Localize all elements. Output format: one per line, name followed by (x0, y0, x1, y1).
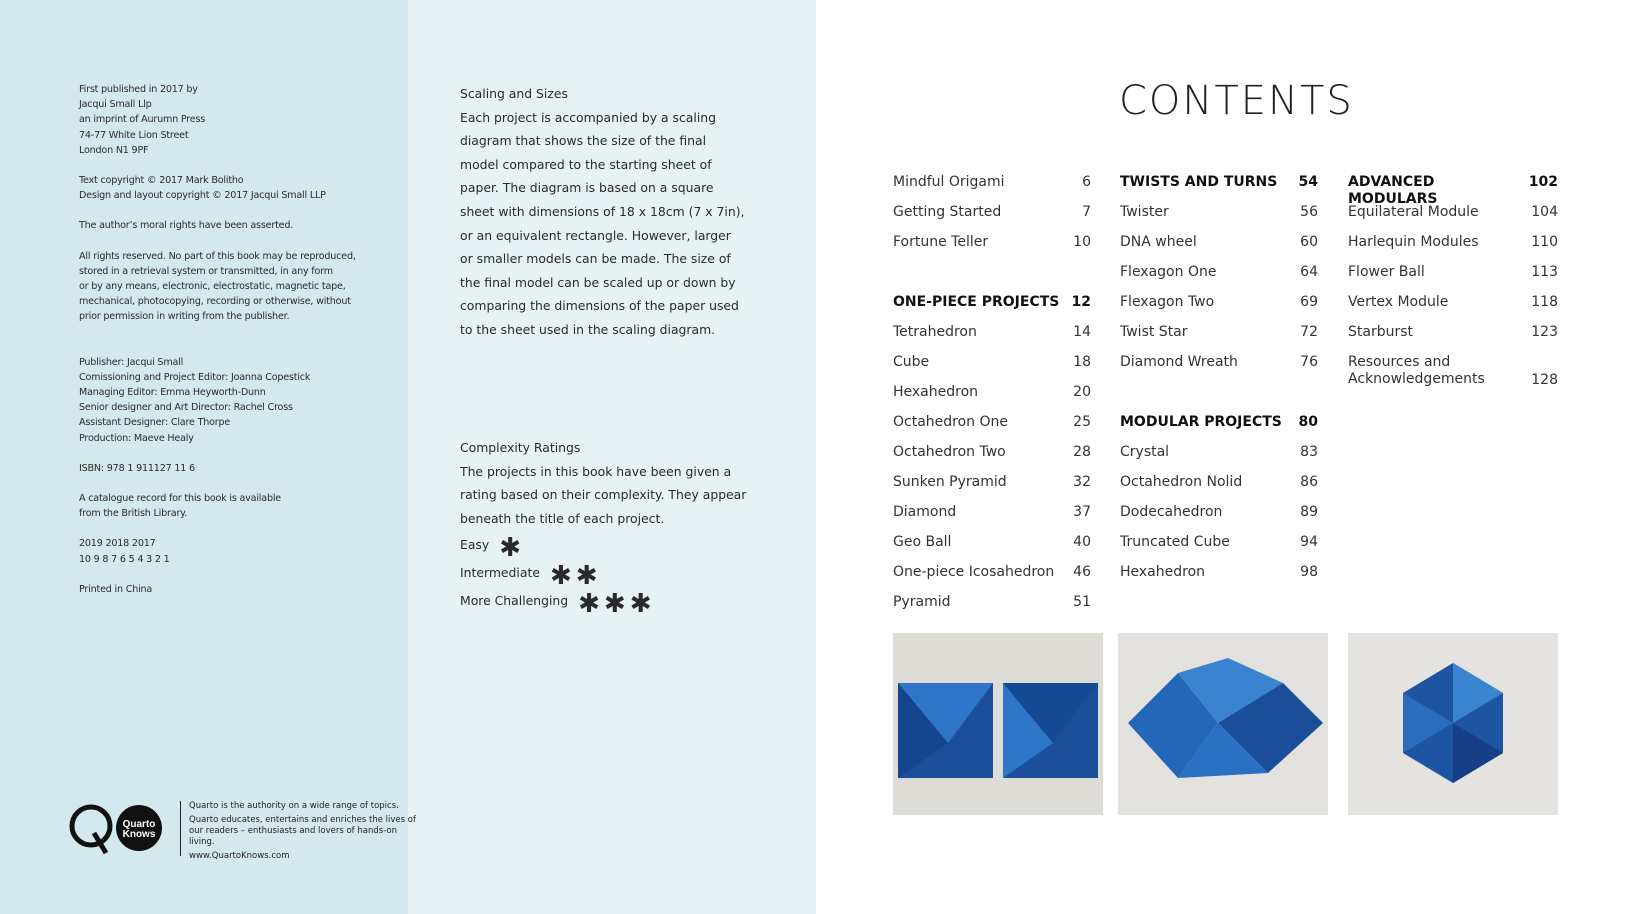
text-line: London N1 9PF (79, 144, 149, 156)
toc-page: 40 (1073, 534, 1091, 550)
complexity-title: Complexity Ratings (460, 440, 581, 455)
text-line: paper. The diagram is based on a square (460, 180, 714, 196)
toc-page: 80 (1298, 414, 1318, 430)
rating-label: Easy (460, 536, 490, 552)
toc-section-heading[interactable] (1120, 170, 1318, 200)
toc-page: 123 (1531, 324, 1558, 340)
svg-text:Knows: Knows (122, 829, 156, 840)
toc-entry[interactable] (1120, 290, 1318, 320)
toc-title: Octahedron One (893, 414, 1009, 430)
toc-title: Crystal (1120, 444, 1170, 460)
toc-title: Equilateral Module (1348, 204, 1479, 220)
toc-title: Flower Ball (1348, 264, 1425, 280)
toc-title: Fortune Teller (893, 234, 989, 250)
toc-page: 32 (1073, 474, 1091, 490)
text-line: Jacqui Small Llp (79, 99, 152, 111)
toc-entry (1120, 380, 1318, 410)
toc-entry[interactable] (893, 410, 1091, 440)
text-line: comparing the dimensions of the paper used (460, 298, 739, 314)
svg-text:Quarto: Quarto (122, 819, 156, 830)
toc-title: Truncated Cube (1120, 534, 1230, 550)
text-line: mechanical, photocopying, recording or otherwise, without (79, 296, 351, 308)
isbn: ISBN: 978 1 911127 11 6 (79, 462, 195, 474)
toc-column-1 (893, 170, 1091, 620)
toc-title: Octahedron Nolid (1120, 474, 1243, 490)
toc-title: Harlequin Modules (1348, 234, 1479, 250)
text-line: or smaller models can be made. The size of (460, 251, 731, 267)
toc-page: 89 (1300, 504, 1318, 520)
text-line: Publisher: Jacqui Small (79, 356, 184, 368)
toc-title: Twist Star (1120, 324, 1188, 340)
toc-page: 83 (1300, 444, 1318, 460)
star-icon: ✱ (499, 533, 526, 564)
toc-page: 104 (1531, 204, 1558, 220)
text-line: from the British Library. (79, 508, 188, 520)
toc-title: Geo Ball (893, 534, 952, 550)
rating-label: More Challenging (460, 592, 569, 608)
toc-entry[interactable] (1120, 230, 1318, 260)
toc-entry[interactable] (893, 380, 1091, 410)
toc-page: 118 (1531, 294, 1558, 310)
toc-title: ONE-PIECE PROJECTS (893, 294, 1060, 310)
toc-page: 46 (1073, 564, 1091, 580)
text-line: Managing Editor: Emma Heyworth-Dunn (79, 387, 266, 399)
toc-title: Octahedron Two (893, 444, 1006, 460)
text-line: Text copyright © 2017 Mark Bolitho (79, 175, 244, 187)
toc-entry[interactable] (1120, 350, 1318, 380)
quarto-knows-logo (68, 803, 168, 855)
toc-page: 69 (1300, 294, 1318, 310)
scaling-title: Scaling and Sizes (460, 86, 568, 101)
toc-title: Getting Started (893, 204, 1002, 220)
text-line: model compared to the starting sheet of (460, 156, 712, 172)
toc-entry[interactable] (1348, 350, 1558, 398)
complexity-body (460, 460, 760, 531)
text-line: 10 9 8 7 6 5 4 3 2 1 (79, 553, 170, 565)
toc-title: Mindful Origami (893, 174, 1005, 190)
toc-entry[interactable] (1120, 320, 1318, 350)
toc-column-3 (1348, 170, 1558, 398)
toc-entry[interactable] (1120, 560, 1318, 590)
toc-entry[interactable] (893, 350, 1091, 380)
star-icon: ✱✱ (549, 561, 602, 592)
text-line: an imprint of Aurumn Press (79, 114, 206, 126)
toc-page: 86 (1300, 474, 1318, 490)
toc-title: Flexagon Two (1120, 294, 1215, 310)
text-line: to the sheet used in the scaling diagram. (460, 321, 716, 337)
text-line: or by any means, electronic, electrostatic, magnetic tape, (79, 281, 346, 293)
toc-entry[interactable] (893, 200, 1091, 230)
toc-page: 6 (1082, 174, 1091, 190)
toc-page: 72 (1300, 324, 1318, 340)
toc-page: 110 (1531, 234, 1558, 250)
toc-title: Pyramid (893, 594, 951, 610)
toc-entry[interactable] (893, 170, 1091, 200)
origami-photo-twisted (1118, 633, 1328, 815)
toc-entry[interactable] (1120, 440, 1318, 470)
all-rights (79, 249, 356, 325)
rating-label: Intermediate (460, 564, 540, 580)
toc-page: 12 (1071, 294, 1091, 310)
toc-entry[interactable] (893, 590, 1091, 620)
toc-entry[interactable] (893, 230, 1091, 260)
toc-title: Hexahedron (1120, 564, 1206, 580)
toc-page: 20 (1073, 384, 1091, 400)
quarto-blurb (180, 801, 420, 861)
toc-title: Sunken Pyramid (893, 474, 1007, 490)
toc-page: 94 (1300, 534, 1318, 550)
text-line: prior permission in writing from the publisher. (79, 311, 290, 323)
toc-title: Tetrahedron (893, 324, 977, 340)
toc-page: 28 (1073, 444, 1091, 460)
toc-entry[interactable] (893, 440, 1091, 470)
toc-page: 25 (1073, 414, 1091, 430)
text-line: Design and layout copyright © 2017 Jacqui Small LLP (79, 190, 326, 202)
copyright (79, 173, 356, 203)
rating-easy (460, 530, 760, 564)
toc-entry[interactable] (1348, 260, 1558, 290)
text-line: First published in 2017 by (79, 84, 198, 95)
toc-entry[interactable] (1348, 290, 1558, 320)
toc-entry[interactable] (1348, 320, 1558, 350)
rating-more-challenging (460, 586, 760, 620)
quarto-url: www.QuartoKnows.com (189, 851, 290, 861)
toc-title: One-piece Icosahedron (893, 564, 1055, 580)
toc-entry[interactable] (1120, 530, 1318, 560)
toc-entry[interactable] (1120, 500, 1318, 530)
catalogue-note (79, 491, 356, 521)
text-line: the final model can be scaled up or down by (460, 274, 736, 290)
toc-page: 113 (1531, 264, 1558, 280)
scaling-section (460, 82, 760, 342)
text-line: Comissioning and Project Editor: Joanna Copestick (79, 371, 311, 383)
text-line: sheet with dimensions of 18 x 18cm (7 x 7in), (460, 203, 745, 219)
text-line: The projects in this book have been given a (460, 463, 732, 479)
toc-title: Starburst (1348, 324, 1414, 340)
toc-title: Hexahedron (893, 384, 979, 400)
toc-page: 102 (1528, 174, 1558, 190)
scaling-body (460, 106, 760, 342)
text-line: Senior designer and Art Director: Rachel Cross (79, 402, 293, 414)
toc-page: 64 (1300, 264, 1318, 280)
text-line: beneath the title of each project. (460, 510, 665, 526)
toc-title: DNA wheel (1120, 234, 1197, 250)
text-line: 74-77 White Lion Street (79, 129, 189, 141)
toc-entry (893, 260, 1091, 290)
origami-photo-pyramids (893, 633, 1103, 815)
toc-column-2 (1120, 170, 1318, 590)
text-line: diagram that shows the size of the final (460, 133, 707, 149)
toc-title: ADVANCED MODULARS (1348, 174, 1438, 207)
toc-title: TWISTS AND TURNS (1120, 174, 1278, 190)
text-line: Assistant Designer: Clare Thorpe (79, 417, 231, 429)
toc-page: 76 (1300, 354, 1318, 370)
toc-entry[interactable] (893, 560, 1091, 590)
toc-page: 51 (1073, 594, 1091, 610)
toc-page: 128 (1531, 372, 1558, 388)
toc-page: 56 (1300, 204, 1318, 220)
toc-section-heading[interactable] (893, 290, 1091, 320)
toc-page: 18 (1073, 354, 1091, 370)
toc-page: 14 (1073, 324, 1091, 340)
text-line: Production: Maeve Healy (79, 432, 194, 444)
complexity-ratings (460, 530, 760, 620)
toc-section-heading[interactable] (1120, 410, 1318, 440)
printed-in: Printed in China (79, 583, 153, 595)
text-line: or an equivalent rectangle. However, larger (460, 227, 731, 243)
publisher-address (79, 82, 356, 158)
printing-line (79, 536, 356, 566)
toc-entry[interactable] (1120, 260, 1318, 290)
toc-title: Flexagon One (1120, 264, 1217, 280)
toc-page: 60 (1300, 234, 1318, 250)
toc-title: Diamond Wreath (1120, 354, 1238, 370)
quarto-line-1: Quarto is the authority on a wide range of topics. (189, 801, 399, 811)
toc-title: MODULAR PROJECTS (1120, 414, 1282, 430)
toc-page: 54 (1298, 174, 1318, 190)
toc-page: 7 (1082, 204, 1091, 220)
toc-section-heading[interactable] (1348, 170, 1558, 207)
toc-title: Cube (893, 354, 930, 370)
origami-photo-cube (1348, 633, 1558, 815)
toc-page: 10 (1073, 234, 1091, 250)
toc-entry[interactable] (893, 530, 1091, 560)
imprint-text (79, 82, 356, 612)
toc-title: Dodecahedron (1120, 504, 1223, 520)
text-line: stored in a retrieval system or transmitted, in any form (79, 265, 333, 277)
toc-page: 37 (1073, 504, 1091, 520)
toc-title: Vertex Module (1348, 294, 1449, 310)
quarto-line-2: Quarto educates, entertains and enriches the lives of our readers – enthusiasts and lovers of hands-on living. (189, 815, 416, 847)
credits (79, 355, 356, 446)
toc-title: Twister (1120, 204, 1169, 220)
toc-title: Diamond (893, 504, 957, 520)
toc-entry[interactable] (893, 500, 1091, 530)
toc-entry[interactable] (1120, 470, 1318, 500)
toc-entry[interactable] (1120, 200, 1318, 230)
text-line: All rights reserved. No part of this book may be reproduced, (79, 250, 356, 262)
moral-rights: The author’s moral rights have been asserted. (79, 220, 294, 232)
text-line: rating based on their complexity. They appear (460, 487, 747, 503)
text-line: A catalogue record for this book is available (79, 493, 282, 505)
toc-entry[interactable] (893, 470, 1091, 500)
toc-page: 98 (1300, 564, 1318, 580)
contents-title: CONTENTS (1119, 78, 1354, 124)
text-line: Each project is accompanied by a scaling (460, 109, 716, 125)
text-line: 2019 2018 2017 (79, 538, 156, 550)
toc-title: Resources and Acknowledgements (1348, 354, 1485, 387)
toc-entry[interactable] (893, 320, 1091, 350)
complexity-section (460, 436, 760, 620)
toc-entry[interactable] (1348, 230, 1558, 260)
star-icon: ✱✱✱ (578, 589, 656, 620)
